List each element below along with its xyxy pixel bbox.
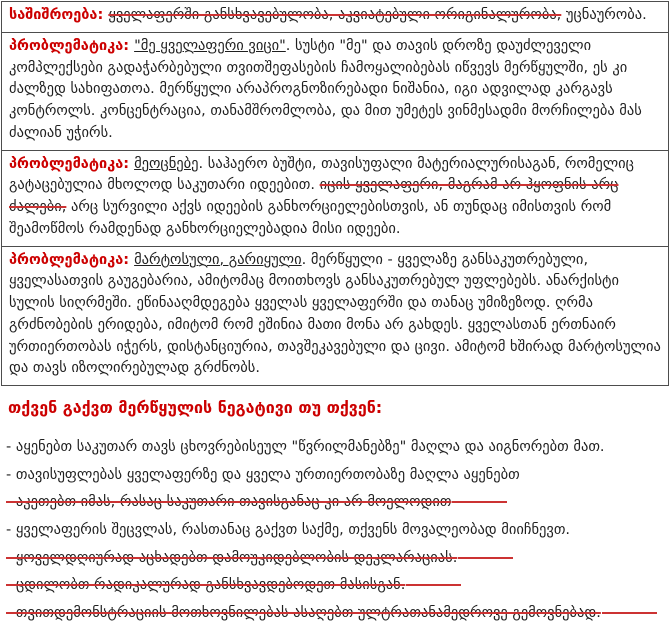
text-segment-normal: უცნაურობა. <box>561 7 647 23</box>
trait-item: - ცდილობთ რადიკალურად განსხვავდებოდეთ მასისგან. <box>6 573 669 598</box>
text-segment-strike: იცის ყველაფერი, მაგრამ არ ჰყოფნის არც ძალები, <box>9 177 619 215</box>
bordered-paragraph <box>1 246 669 387</box>
bordered-paragraph <box>1 1 669 33</box>
text-segment-strike: ყველაფერში განსხვავებულობა, აკვიატებული ორიგინალურობა, <box>108 7 562 23</box>
trait-item: - ყოველდღიურად აცხადებთ დამოუკიდებლობის დეკლარაციას. <box>6 546 669 571</box>
text-segment-normal: . მერწყული - ყველაზე განსაკუთრებული, ყველასათვის გაუგებარია, ამიტომაც მოითხოვს განსაკუთრებულ უფლებებს. ანარქისტი სულის სიღრმეში. ეწინააღმდეგება ყველას ყველაფერში და თანაც უმიზეზოდ. ღრმა გრძნობების ერიდება, იმიტომ რომ ეშინია მათი მონა არ გახდეს. ყველასთან ერთნაირ ურთიერთობას იჭერს, დისტანციურია, თავშეკავებული და ცივი. ამიტომ ხშირად მარტოსულია და თავს იზოლირებულად გრძნობს. <box>9 251 661 377</box>
trait-item: - თვითდემონსტრაციის მოთხოვნილებას ასაღებთ ულტრათანამედროვე გემოვნებად. <box>6 601 669 625</box>
paragraph-label: პრობლემატიკა: <box>9 155 135 172</box>
problem-boxes <box>1 1 669 386</box>
text-segment-normal: . საჰაერო ბუშტი, თავისუფალი მატერიალურისაგან, რომელიც გატაცებულია მხოლოდ საკუთარი იდეებით. <box>9 155 634 194</box>
bordered-paragraph <box>1 32 669 151</box>
trait-item: - აყენებთ საკუთარ თავს ცხოვრებისეულ "წვრილმანებზე" მაღლა და აიგნორებთ მათ. <box>6 439 605 455</box>
negative-traits-heading: თქვენ გაქვთ მერწყულის ნეგატივი თუ თქვენ: <box>8 398 383 417</box>
text-segment-underline: "მე ყველაფერი ვიცი" <box>134 37 286 54</box>
text-segment-underline: მარტოსული, გარიყული <box>134 251 302 268</box>
text-segment-underline: მეოცნებე <box>134 155 199 172</box>
text-segment-normal: . სუსტი "მე" და თავის დროზე დაუძლეველი კომპლექსები გადაჭარბებული თვითშეფასების ჩამოყალიბებას იწვევს მერწყულში, ეს კი ძალზედ სახიფათოა. მერწყული არაპროგნოზირებადი ნიშანია, იგი ადვილად კარგავს კონტროლს. კონცენტრაცია, თანამშრომლობა, და მით უმეტეს ვინმესადმი მორჩილება მას ძალიან უჭირს. <box>9 37 642 141</box>
traits-list <box>1 433 669 625</box>
paragraph-label: პრობლემატიკა: <box>9 37 135 54</box>
trait-item: - ყველაფერის შეცვლას, რასთანაც გაქვთ საქმე, თქვენს მოვალეობად მიიჩნევთ. <box>6 521 571 538</box>
text-segment-normal: არც სურვილი აქვს იდეების განხორციელებისთვის, ან თუნდაც იმისთვის რომ შეამოწმოს რამდენად განხორციელებადია მისი იდეები. <box>9 199 612 237</box>
paragraph-label: საშიშროება: <box>9 7 109 23</box>
bordered-paragraph <box>1 150 669 247</box>
paragraph-label: პრობლემატიკა: <box>9 251 135 268</box>
trait-item: - აკეთებთ იმას, რასაც საკუთარი თავისგანაც კი არ მოელოდით <box>6 490 669 515</box>
trait-item: - თავისუფლებას ყველაფერზე და ყველა ურთიერთობაზე მაღლა აყენებთ <box>6 466 520 483</box>
